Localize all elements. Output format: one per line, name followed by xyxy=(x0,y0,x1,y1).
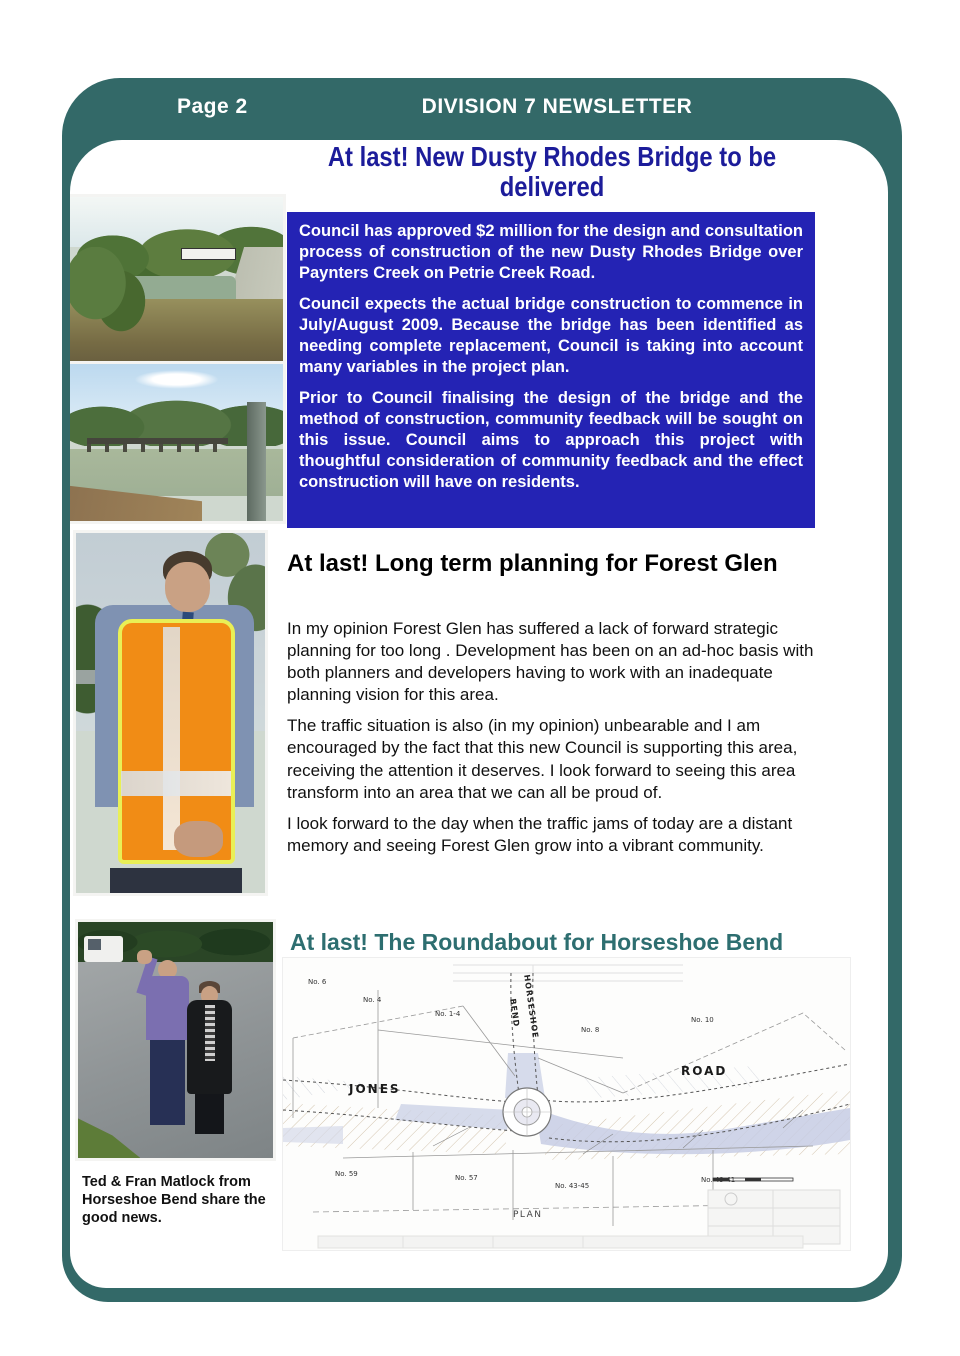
bridge-piers xyxy=(87,444,228,452)
trousers xyxy=(110,868,242,893)
page-number: Page 2 xyxy=(177,95,248,118)
page-content xyxy=(70,140,888,1288)
photo-old-bridge xyxy=(70,364,283,521)
bridge-article-body xyxy=(287,212,815,528)
bushes xyxy=(70,247,155,338)
cloud xyxy=(134,370,219,389)
photo-ted-fran xyxy=(78,922,273,1158)
man-shirt xyxy=(146,976,189,1040)
lot-label: No. 59 xyxy=(335,1170,358,1178)
forest-glen-body xyxy=(287,618,835,866)
forest-paragraph: In my opinion Forest Glen has suffered a lack of forward strategic planning for too long . Development has been on an ad-hoc basis with both planners and developers having to work with an inadequate planning vision for this area. xyxy=(287,619,814,705)
photo-creek-road xyxy=(70,197,283,362)
forest-paragraph: I look forward to the day when the traffic jams of today are a distant memory and seeing Forest Glen grow into a vibrant community. xyxy=(287,813,793,855)
lot-label: No. 57 xyxy=(455,1174,478,1182)
lot-label: No. 4 xyxy=(363,996,382,1004)
photo-caption: Ted & Fran Matlock from Horseshoe Bend share the good news. xyxy=(82,1174,266,1227)
peace-sign-hand xyxy=(137,950,153,964)
page-frame xyxy=(62,78,902,1302)
van-window xyxy=(88,939,102,951)
lot-label: No. 43-45 xyxy=(555,1182,590,1190)
roundabout-plan-drawing xyxy=(283,958,850,1250)
bridge-article-title: At last! New Dusty Rhodes Bridge to be delivered xyxy=(327,141,777,202)
woman-scarf xyxy=(205,1005,215,1062)
bridge-paragraph: Council has approved $2 million for the design and consultation process of construction of the new Dusty Rhodes Bridge over Paynters Creek on Petrie Creek Road. xyxy=(299,222,803,282)
vest-stripe xyxy=(163,627,180,850)
hands xyxy=(174,821,223,857)
roundabout-heading: At last! The Roundabout for Horseshoe Bend xyxy=(290,929,784,955)
bridge-paragraph: Council expects the actual bridge construction to commence in July/August 2009. Because the bridge has been identified as needing complete replacement, Council is taking into account many variables in the project plan. xyxy=(299,295,803,376)
forest-paragraph: The traffic situation is also (in my opinion) unbearable and I am encouraged by the fact that this new Council is supporting this area, receiving the attention it deserves. I look forward to seeing this area transform into an area that we can all be proud of. xyxy=(287,716,798,802)
lot-label: No. 8 xyxy=(581,1026,600,1034)
lot-label: No. 10 xyxy=(691,1016,714,1024)
bridge-paragraph: Prior to Council finalising the design of the bridge and the method of construction, community feedback will be sought on this issue. Council aims to approach this project with thoughtful consideration of community feedback and the effect construction will have on residents. xyxy=(299,389,803,491)
jones-label: JONES xyxy=(349,1082,401,1096)
road-label: ROAD xyxy=(681,1064,728,1078)
newsletter-title: DIVISION 7 NEWSLETTER xyxy=(421,95,693,118)
power-pole xyxy=(247,402,266,521)
road-sign xyxy=(181,248,236,260)
woman-legs xyxy=(195,1094,224,1134)
man-trousers xyxy=(150,1040,185,1125)
lot-label: No. 6 xyxy=(308,978,327,986)
street-name-bend: BEND xyxy=(508,998,522,1028)
lot-label: No. 1-4 xyxy=(435,1010,461,1018)
lot-label: No. 49-41 xyxy=(701,1176,736,1184)
vest-reflective-stripe xyxy=(121,771,231,796)
forest-glen-heading: At last! Long term planning for Forest Glen xyxy=(287,550,778,577)
plan-title-label: PLAN xyxy=(513,1210,543,1220)
street-name-horseshoe: HORSESHOE xyxy=(522,974,540,1040)
photo-councillor-hivis xyxy=(76,533,265,893)
face xyxy=(165,562,210,612)
